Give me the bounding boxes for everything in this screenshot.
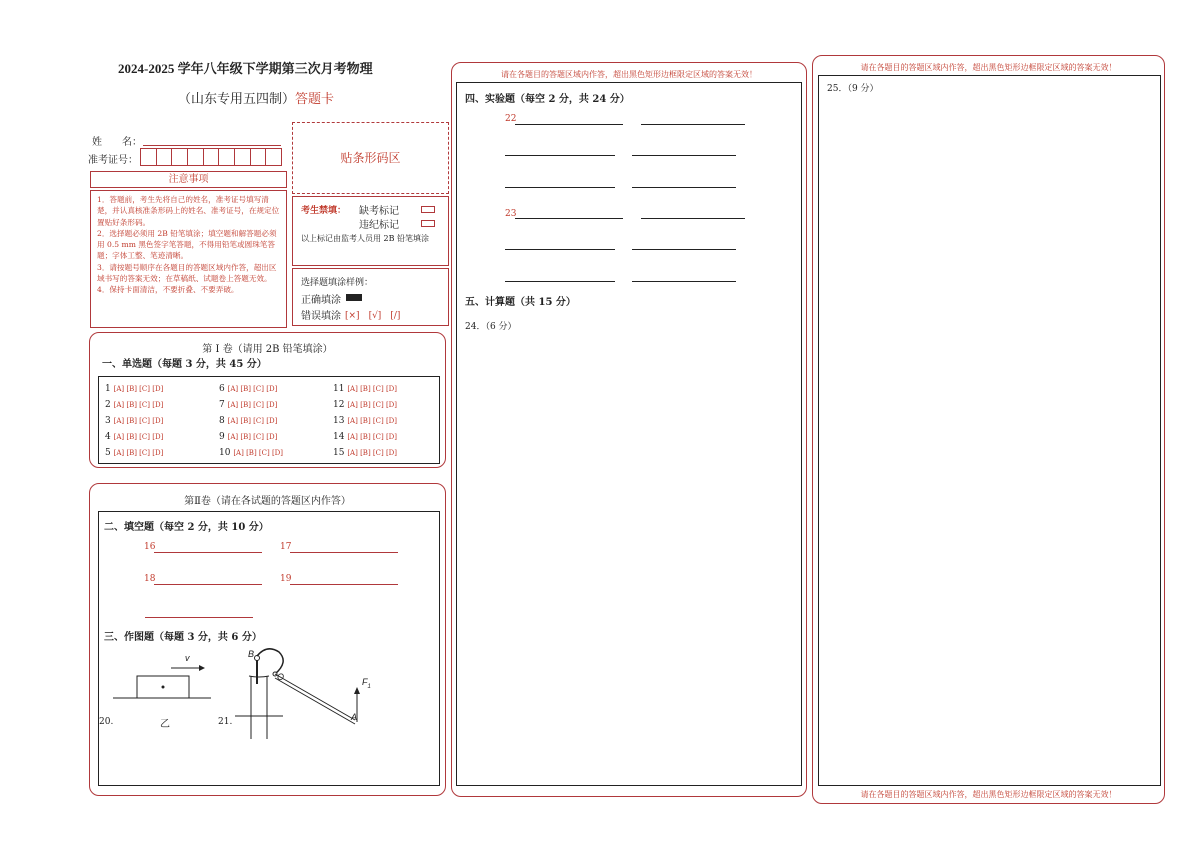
mcq-col-2 [219,381,329,461]
forbidden-label: 考生禁填： [301,206,347,216]
blank-line[interactable] [154,584,262,585]
barcode-label: 贴条形码区 [340,151,401,165]
mcq-number: 6 [219,384,225,394]
mcq-col-1 [105,381,215,461]
absent-checkbox[interactable] [421,206,435,213]
violation-label: 违纪标记 [359,220,399,231]
blank-line[interactable] [632,281,736,282]
notice-item: 3．请按题号顺序在各题目的答题区域内作答，超出区域书写的答案无效；在草稿纸、试题卷上答题无效。 [97,262,277,284]
q20-number: 20. [99,717,114,727]
point-a-label: A [351,712,358,722]
fill-section-title: 二、填空题（每空 2 分，共 10 分） [104,522,269,533]
mcq-grid [98,376,440,464]
notice-box [90,190,287,328]
draw-section-title: 三、作图题（每题 3 分，共 6 分） [104,632,262,643]
q21-number: 21. [218,717,233,727]
mcq-row[interactable] [219,381,329,397]
mcq-number: 1 [105,384,111,394]
forbidden-note: 以上标记由监考人员用 2B 铅笔填涂 [301,234,430,243]
name-label: 姓 名： [92,137,142,148]
mcq-row[interactable] [219,413,329,429]
mcq-options[interactable]: [A] [B] [C] [D] [227,401,278,409]
mcq-options[interactable]: [A] [B] [C] [D] [347,433,398,441]
mcq-options[interactable]: [A] [B] [C] [D] [233,449,284,457]
blank-line[interactable] [515,218,623,219]
mcq-number: 15 [333,448,345,458]
violation-checkbox[interactable] [421,220,435,227]
mcq-number: 11 [333,384,345,394]
fill-example-box [292,268,449,326]
wrong-fill-marks: [×] [√] [/] [345,311,401,321]
mcq-number: 9 [219,432,225,442]
blank-number: 19 [280,574,292,584]
mcq-number: 3 [105,416,111,426]
point-o-label: O [277,672,285,682]
id-grid[interactable] [140,148,282,166]
q22-number: 22 [505,114,517,124]
blank-line[interactable] [632,249,736,250]
blank-line[interactable] [505,155,615,156]
subtitle-answer-card: 答题卡 [295,92,335,107]
mcq-options[interactable]: [A] [B] [C] [D] [113,401,164,409]
part1-title: 第 I 卷（请用 2B 铅笔填涂） [202,344,333,355]
mcq-number: 5 [105,448,111,458]
force-f1-label: $F_1$ [362,677,371,690]
blank-line[interactable] [505,187,615,188]
mcq-options[interactable]: [A] [B] [C] [D] [227,385,278,393]
mcq-number: 14 [333,432,345,442]
mcq-options[interactable]: [A] [B] [C] [D] [347,417,398,425]
name-field[interactable] [143,145,281,146]
subtitle-prefix: （山东专用五四制） [178,92,296,107]
blank-number: 16 [144,542,156,552]
notice-item: 4．保持卡面清洁，不要折叠、不要弄破。 [97,285,239,295]
exam-subtitle [178,88,334,107]
exam-title: 2024-2025 学年八年级下学期第三次月考物理 [118,61,373,76]
point-b-label: B [248,649,255,659]
id-label: 准考证号： [88,155,138,166]
mcq-row[interactable] [333,413,438,429]
q25-label: 25．（9 分） [827,84,879,94]
mcq-row[interactable] [105,397,215,413]
blank-line[interactable] [641,124,745,125]
mcq-row[interactable] [333,397,438,413]
mcq-number: 4 [105,432,111,442]
mcq-row[interactable] [333,381,438,397]
blank-line[interactable] [632,155,736,156]
exp-section-title: 四、实验题（每空 2 分，共 24 分） [465,94,630,105]
mcq-options[interactable]: [A] [B] [C] [D] [227,433,278,441]
mcq-options[interactable]: [A] [B] [C] [D] [347,401,398,409]
blank-line[interactable] [515,124,623,125]
mcq-row[interactable] [105,381,215,397]
mcq-row[interactable] [219,397,329,413]
mcq-options[interactable]: [A] [B] [C] [D] [113,433,164,441]
blank-line[interactable] [154,552,262,553]
fill-example-title: 选择题填涂样例： [301,278,374,288]
column3-answer-area[interactable] [818,75,1161,786]
notice-item: 2．选择题必须用 2B 铅笔填涂；填空题和解答题必须用 0.5 mm 黑色签字笔答题，不得用铅笔或圆珠笔答题；字体工整、笔迹清晰。 [97,228,277,261]
barcode-area [292,122,449,194]
q23-number: 23 [505,209,517,219]
notice-title: 注意事项 [168,174,209,185]
mcq-options[interactable]: [A] [B] [C] [D] [227,417,278,425]
correct-fill-label: 正确填涂 [301,295,341,306]
blank-number: 17 [280,542,292,552]
blank-line[interactable] [290,552,398,553]
part1-box [89,332,446,468]
part2-title: 第Ⅱ卷（请在各试题的答题区内作答） [184,496,351,507]
mcq-row[interactable] [105,413,215,429]
wrong-fill-label: 错误填涂 [301,311,341,322]
column2-box [451,62,807,797]
correct-fill-mark [346,294,362,301]
figure-21-pump-lever-diagram [227,644,367,744]
absent-label: 缺考标记 [359,206,399,217]
mcq-number: 2 [105,400,111,410]
column3-box [812,55,1165,804]
fig20-caption: 乙 [160,719,170,730]
mcq-number: 8 [219,416,225,426]
column2-warning: 请在各题目的答题区域内作答，超出黑色矩形边框限定区域的答案无效！ [501,70,757,79]
mcq-number: 12 [333,400,345,410]
blank-line[interactable] [505,281,615,282]
mcq-row[interactable] [105,429,215,445]
mcq-row[interactable] [105,445,215,461]
mcq-options[interactable]: [A] [B] [C] [D] [347,449,398,457]
blank-line[interactable] [641,218,745,219]
q24-label: 24．（6 分） [465,322,517,332]
notice-title-box [90,171,287,188]
blank-number: 18 [144,574,156,584]
column3-warning-top: 请在各题目的答题区域内作答，超出黑色矩形边框限定区域的答案无效！ [860,63,1117,72]
blank-line[interactable] [632,187,736,188]
column3-warning-bottom: 请在各题目的答题区域内作答，超出黑色矩形边框限定区域的答案无效！ [860,790,1117,799]
mcq-row[interactable] [333,445,438,461]
mcq-number: 13 [333,416,345,426]
forbidden-box [292,196,449,266]
mcq-row[interactable] [219,445,329,461]
blank-line[interactable] [290,584,398,585]
mcq-options[interactable]: [A] [B] [C] [D] [113,449,164,457]
mcq-number: 10 [219,448,231,458]
mcq-col-3 [333,381,438,461]
blank-line[interactable] [505,249,615,250]
notice-item: 1．答题前，考生先将自己的姓名，准考证号填写清楚，并认真核准条形码上的姓名、准考证号，在规定位置贴好条形码。 [97,195,280,227]
mcq-row[interactable] [333,429,438,445]
mcq-options[interactable]: [A] [B] [C] [D] [347,385,398,393]
mcq-options[interactable]: [A] [B] [C] [D] [113,385,164,393]
column2-answer-area[interactable] [456,82,802,786]
part2-box [89,483,446,796]
mcq-number: 7 [219,400,225,410]
calc-section-title: 五、计算题（共 15 分） [465,297,576,308]
blank-line[interactable] [145,617,253,618]
mcq-options[interactable]: [A] [B] [C] [D] [113,417,164,425]
velocity-label: v [185,653,190,663]
mcq-row[interactable] [219,429,329,445]
part1-section: 一、单选题（每题 3 分，共 45 分） [102,359,267,370]
part2-answer-area[interactable] [98,511,440,786]
